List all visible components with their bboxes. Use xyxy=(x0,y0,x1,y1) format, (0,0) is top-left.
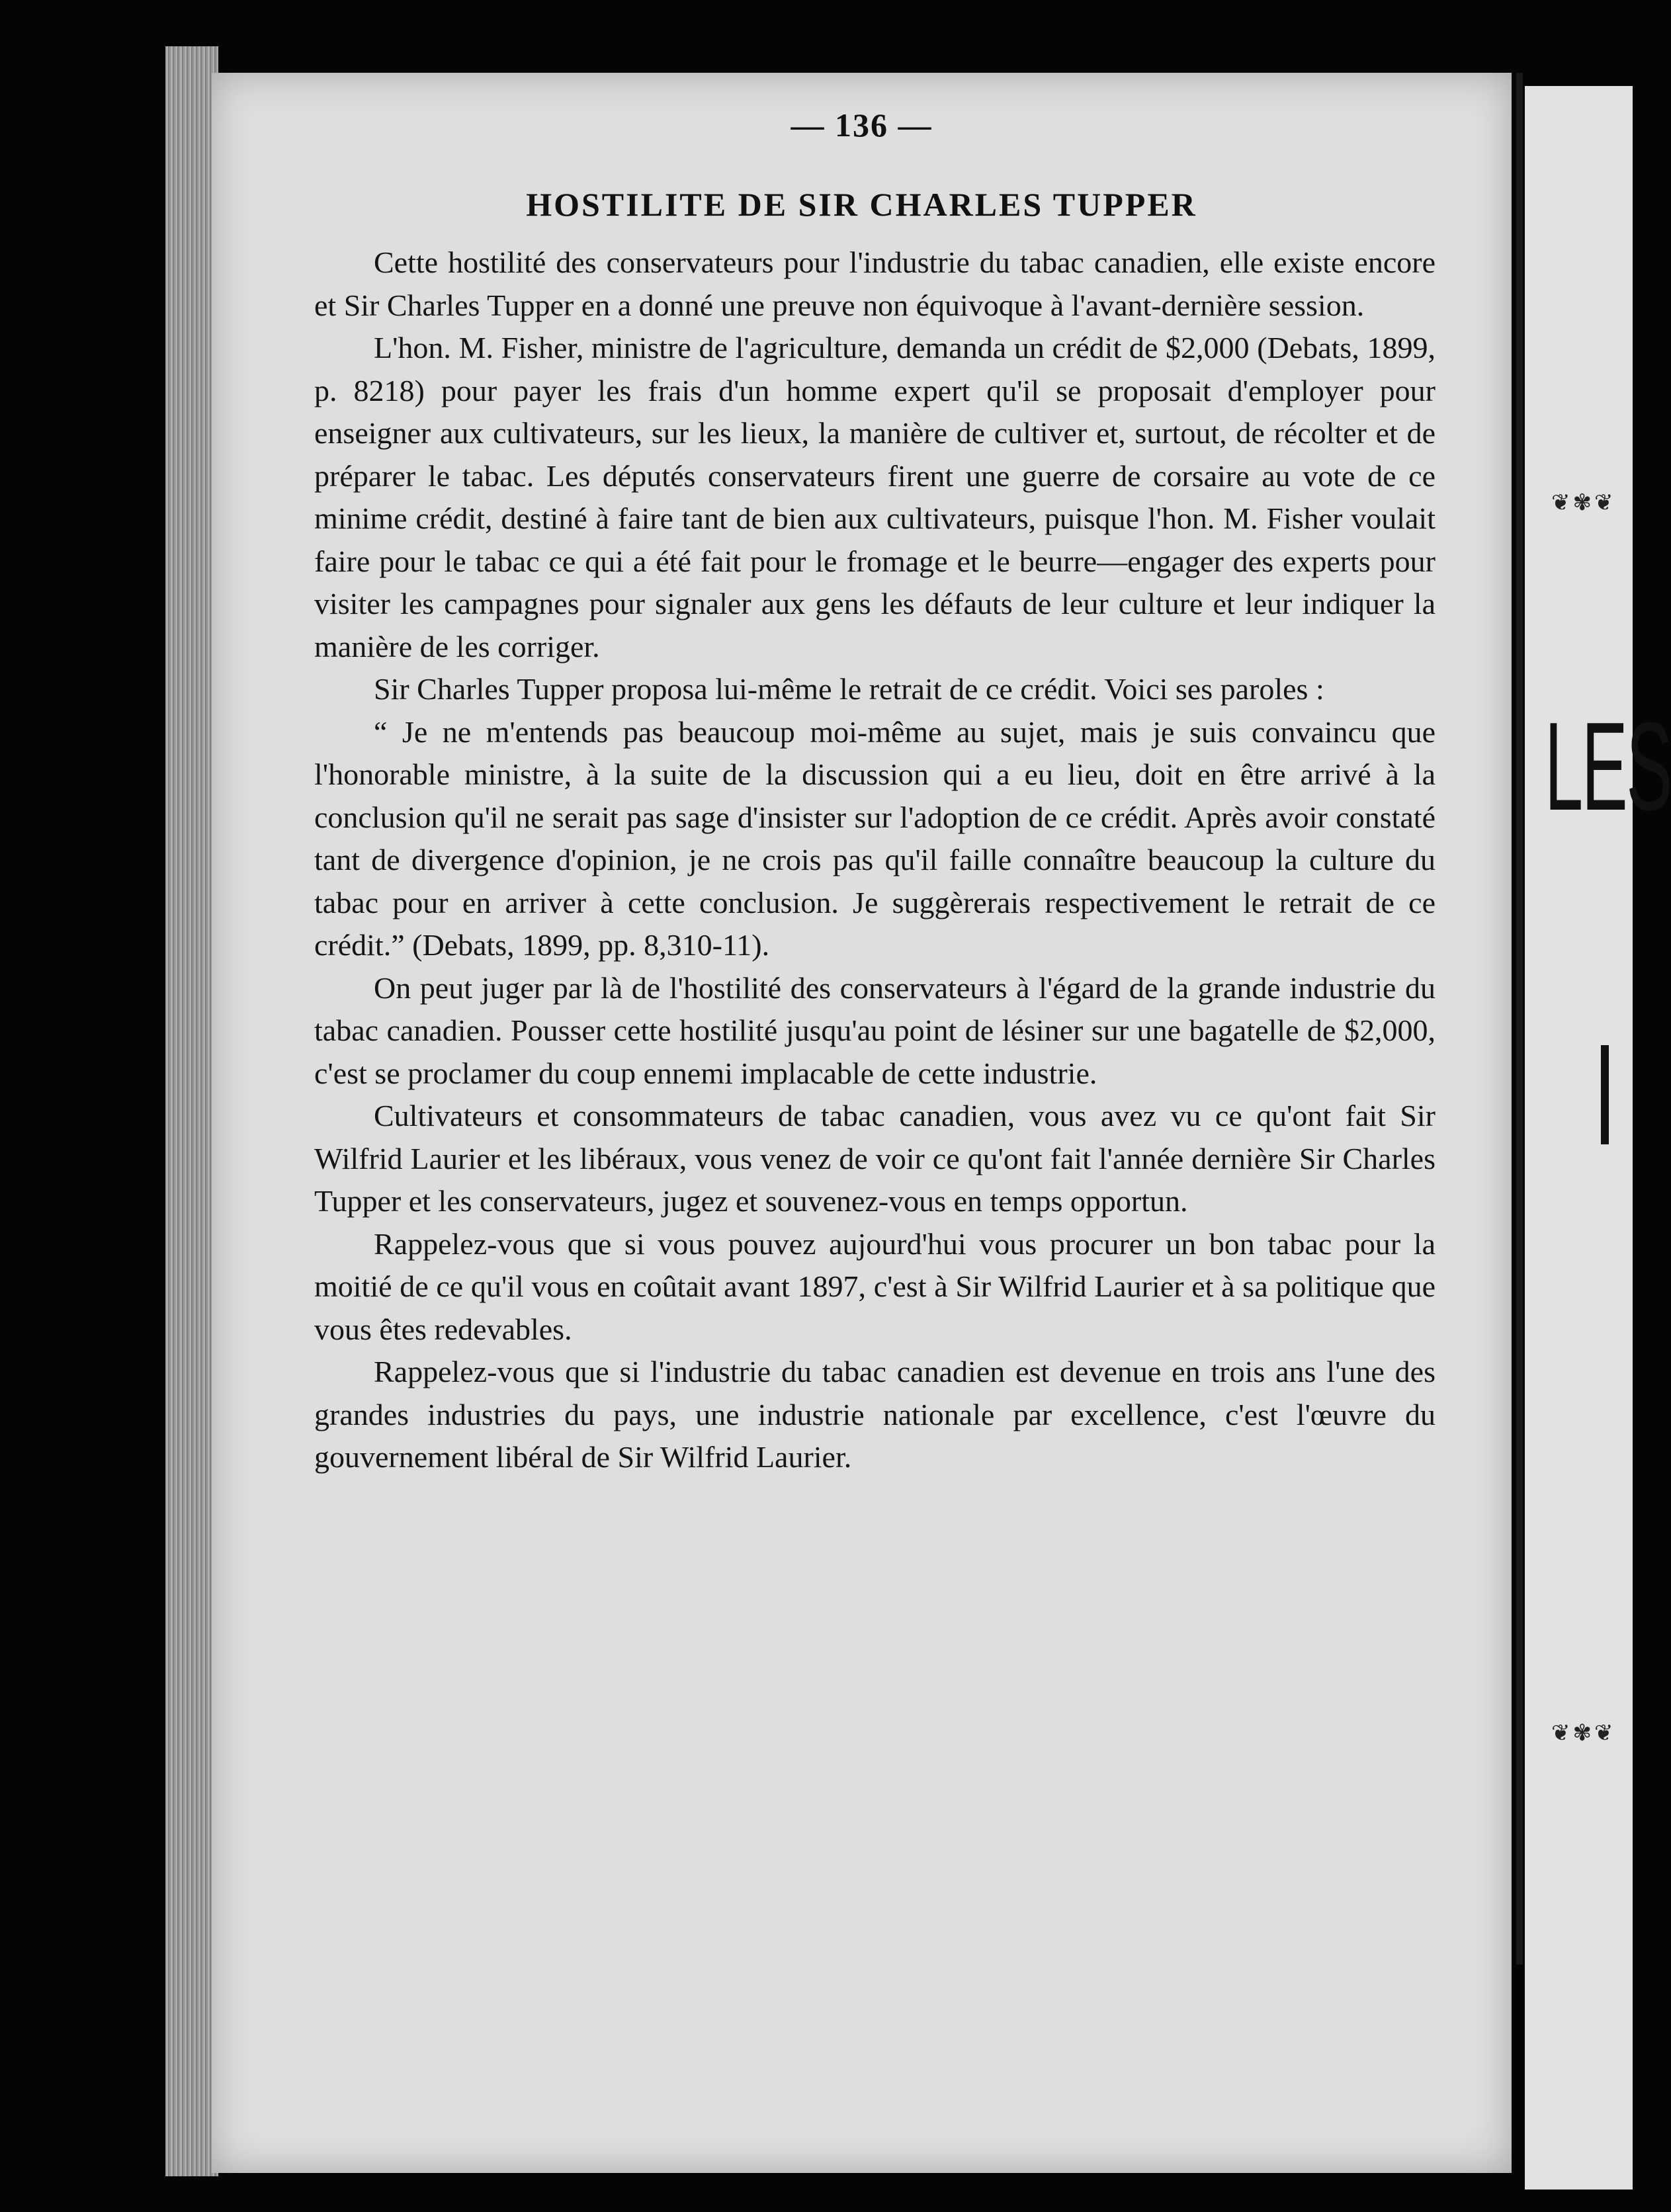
page-heading: HOSTILITE DE SIR CHARLES TUPPER xyxy=(526,186,1197,223)
page-gutter-rule xyxy=(1516,73,1523,1965)
paragraph: Rappelez-vous que si l'industrie du tabac canadien est devenue en trois ans l'une des grandes industries du pays, une industrie nationale par excellence, c'est l'œuvre du gouvernement libéral de Sir Wilfrid Laurier. xyxy=(314,1355,1435,1474)
body-text xyxy=(314,241,1435,1479)
facing-page-title-fragment: LES xyxy=(1545,697,1671,837)
paragraph: On peut juger par là de l'hostilité des conservateurs à l'égard de la grande industrie du tabac canadien. Pousser cette hostilité jusqu'au point de lésiner sur une bagatelle de $2,000, c'est se proclamer du coup ennemi implacable de cette industrie. xyxy=(314,970,1435,1090)
paragraph: Cultivateurs et consommateurs de tabac canadien, vous avez vu ce qu'ont fait Sir Wilfrid Laurier et les libéraux, vous venez de voir ce qu'ont fait l'année dernière Sir Charles Tupper et les conservateurs, jugez et souvenez-vous en temps opportun. xyxy=(314,1099,1435,1218)
ornament-icon: ❦✾❦ xyxy=(1551,1721,1616,1746)
facing-page-mark xyxy=(1601,1045,1609,1144)
book-page xyxy=(212,73,1512,2173)
paragraph: Sir Charles Tupper proposa lui-même le retrait de ce crédit. Voici ses paroles : xyxy=(374,672,1324,706)
page-number: — 136 — xyxy=(791,106,933,144)
facing-page-edge xyxy=(1525,86,1671,2190)
ornament-icon: ❦✾❦ xyxy=(1551,491,1616,515)
paragraph: Cette hostilité des conservateurs pour l'industrie du tabac canadien, elle existe encore et Sir Charles Tupper en a donné une preuve non équivoque à l'avant-dernière session. xyxy=(314,245,1435,322)
paragraph: Rappelez-vous que si vous pouvez aujourd'hui vous procurer un bon tabac pour la moitié de ce qu'il vous en coûtait avant 1897, c'est à Sir Wilfrid Laurier et à sa politique que vous êtes redevables. xyxy=(314,1226,1435,1346)
quotation-paragraph: “ Je ne m'entends pas beaucoup moi-même au sujet, mais je suis convaincu que l'honorable ministre, à la suite de la discussion qui a eu lieu, doit en être arrivé à la conclusion qu'il ne serait pas sage d'insister sur l'adoption de ce crédit. Après avoir constaté tant de divergence d'opinion, je ne crois pas qu'il faille connaître beaucoup la culture du tabac pour en arriver à cette conclusion. Je suggèrerais respectivement le retrait de ce crédit.” (Debats, 1899, pp. 8,310-11). xyxy=(314,714,1435,962)
page-edges xyxy=(165,46,218,2176)
paragraph: L'hon. M. Fisher, ministre de l'agriculture, demanda un crédit de $2,000 (Debats, 1899, p. 8218) pour payer les frais d'un homme expert qu'il se proposait d'employer pour enseigner aux cultivateurs, sur les lieux, la manière de cultiver et, surtout, de récolter et de préparer le tabac. Les députés conservateurs firent une guerre de corsaire au vote de ce minime crédit, destiné à faire tant de bien aux cultivateurs, puisque l'hon. M. Fisher voulait faire pour le tabac ce qui a été fait pour le fromage et le beurre—engager des experts pour visiter les campagnes pour signaler aux gens les défauts de leur culture et leur indiquer la manière de les corriger. xyxy=(314,331,1435,663)
